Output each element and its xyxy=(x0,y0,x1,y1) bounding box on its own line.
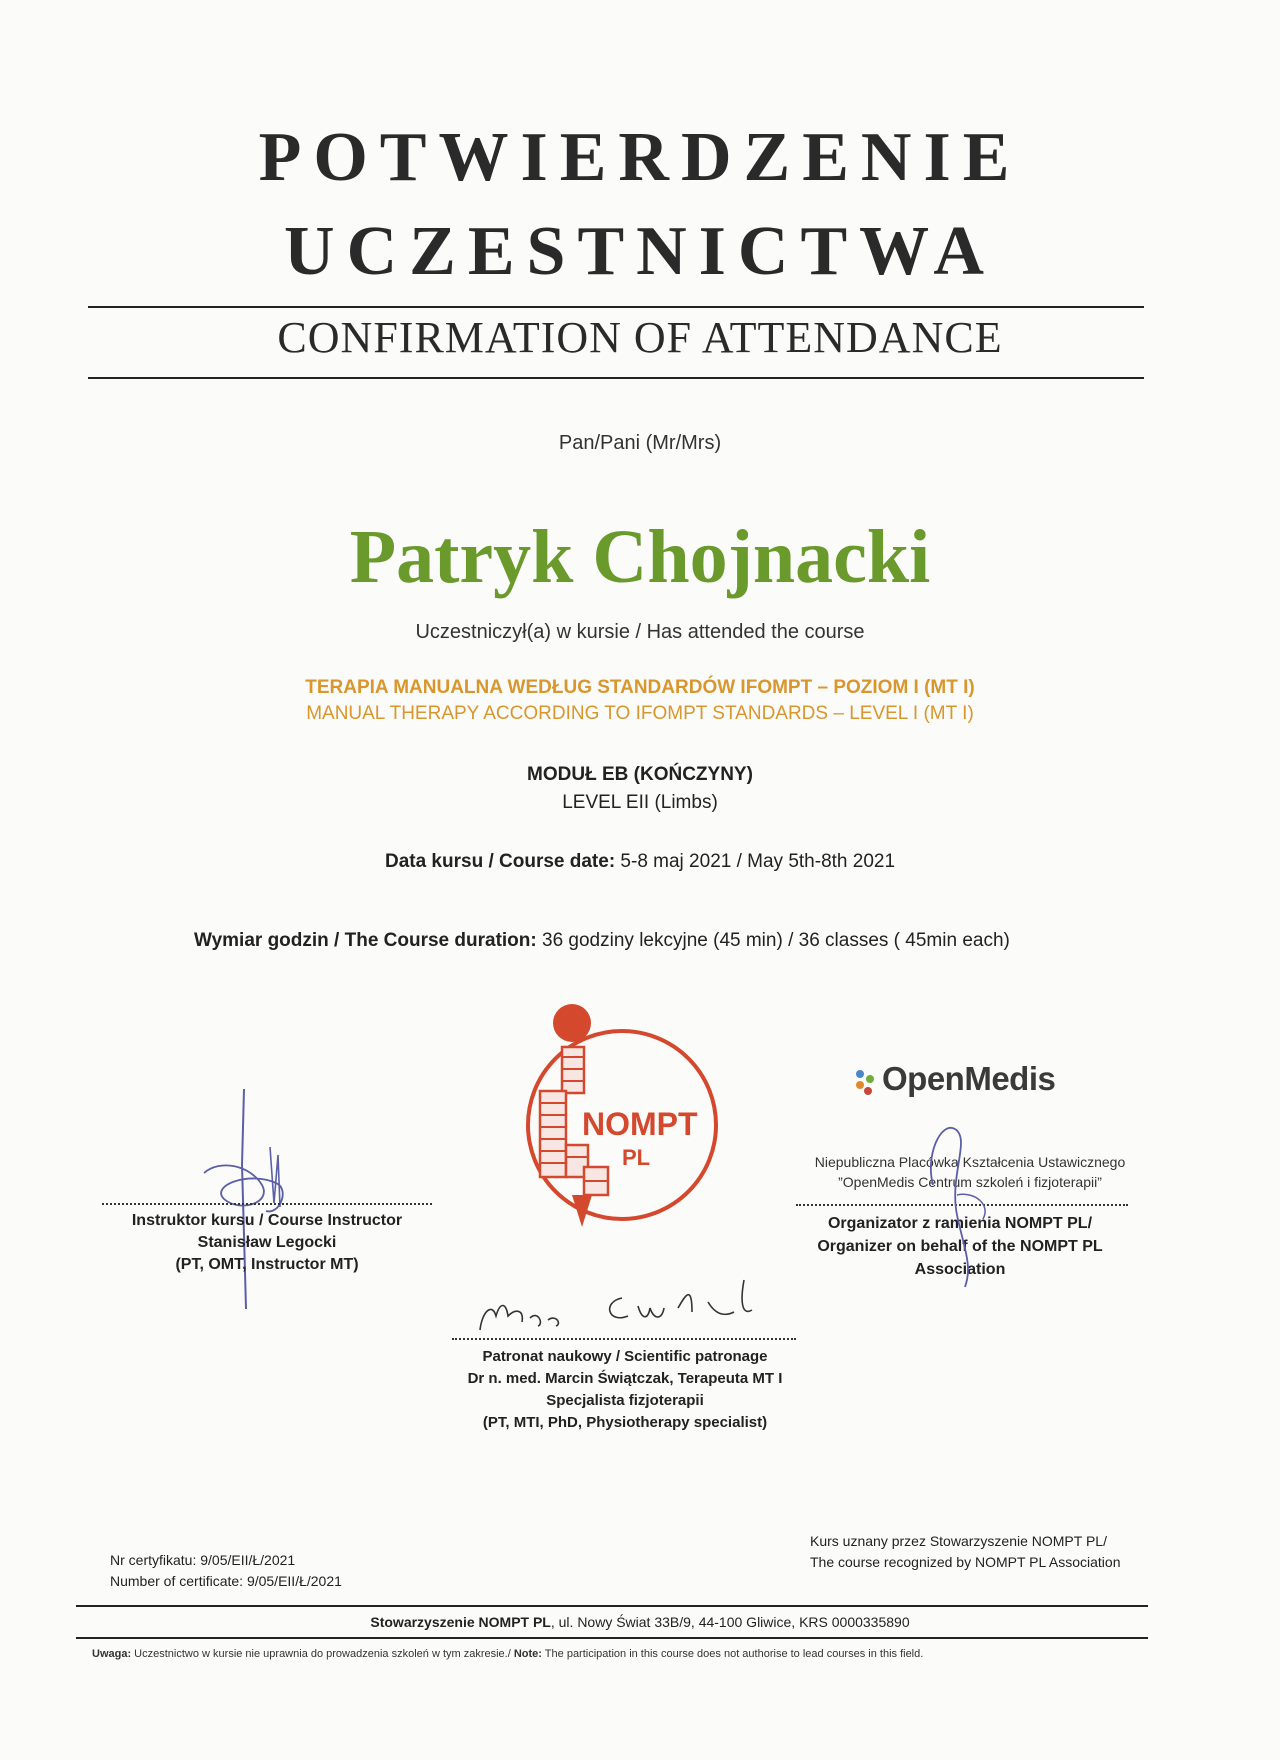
footer-note-label-en: Note: xyxy=(513,1648,542,1660)
recognition-line1: Kurs uznany przez Stowarzyszenie NOMPT PL/ xyxy=(810,1533,1107,1549)
title-top-rule xyxy=(88,306,1144,308)
organizer-line1: Organizator z ramienia NOMPT PL/ xyxy=(827,1215,1093,1232)
footer-top-rule xyxy=(76,1605,1148,1607)
course-title-english: MANUAL THERAPY ACCORDING TO IFOMPT STANDARDS – LEVEL I (MT I) xyxy=(306,703,974,724)
instructor-name: Stanisław Legocki xyxy=(197,1234,337,1251)
patron-name: Dr n. med. Marcin Świątczak, Terapeuta MT I xyxy=(467,1370,783,1387)
recognition xyxy=(810,1531,1120,1573)
footer-note-pl: Uczestnictwo w kursie nie uprawnia do prowadzenia szkoleń w tym zakresie./ xyxy=(131,1648,514,1660)
footer-note-en: The participation in this course does not authorise to lead courses in this field. xyxy=(541,1648,924,1660)
footer-organization-name: Stowarzyszenie NOMPT PL xyxy=(370,1614,551,1630)
instructor-signature xyxy=(180,1085,340,1315)
module-english: LEVEL EII (Limbs) xyxy=(562,792,718,813)
organizer-line2: Organizer on behalf of the NOMPT PL xyxy=(817,1238,1103,1255)
footer-note-label-pl: Uwaga: xyxy=(92,1648,132,1660)
openmedis-brand: OpenMedis xyxy=(882,1060,1056,1097)
module-polish: MODUŁ EB (KOŃCZYNY) xyxy=(527,764,753,785)
instructor-block xyxy=(102,1210,432,1276)
certificate-number-pl: Nr certyfikatu: 9/05/EII/Ł/2021 xyxy=(110,1552,296,1568)
course-duration-label: Wymiar godzin / The Course duration: xyxy=(194,930,537,951)
patron-signature-line xyxy=(452,1338,796,1340)
certificate-number-en: Number of certificate: 9/05/EII/Ł/2021 xyxy=(110,1573,342,1589)
footer-bottom-rule xyxy=(76,1637,1148,1639)
footer-organization-address: , ul. Nowy Świat 33B/9, 44-100 Gliwice, KRS 0000335890 xyxy=(550,1614,910,1630)
openmedis-dots-icon xyxy=(852,1066,882,1106)
instructor-role: Instruktor kursu / Course Instructor xyxy=(131,1212,403,1229)
salutation: Pan/Pani (Mr/Mrs) xyxy=(558,432,722,454)
patron-signature-text: Marcin Świątczak xyxy=(452,1272,460,1273)
instructor-credentials: (PT, OMT, Instructor MT) xyxy=(175,1256,359,1273)
course-date-value: 5-8 maj 2021 / May 5th-8th 2021 xyxy=(620,851,896,872)
participant-name: Patryk Chojnacki xyxy=(349,515,931,599)
nompt-logo-subtext: PL xyxy=(622,1145,651,1170)
attended-text: Uczestniczył(a) w kursie / Has attended the course xyxy=(415,621,865,643)
nompt-logo xyxy=(500,995,740,1265)
title-polish-line2: UCZESTNICTWA xyxy=(284,213,996,290)
instructor-signature-line xyxy=(102,1203,432,1205)
openmedis-logo xyxy=(852,1060,1062,1106)
patron-credentials: (PT, MTI, PhD, Physiotherapy specialist) xyxy=(482,1414,768,1431)
footer-note xyxy=(92,1648,1192,1660)
title-bottom-rule xyxy=(88,377,1144,379)
organizer-line3: Association xyxy=(914,1261,1006,1278)
patron-specialty: Specjalista fizjoterapii xyxy=(546,1392,704,1409)
title-polish-line1: POTWIERDZENIE xyxy=(258,119,1022,196)
course-duration xyxy=(194,930,1094,952)
patron-signature xyxy=(452,1272,792,1342)
openmedis-line1: Niepubliczna Placówka Kształcenia Ustawicznego xyxy=(814,1154,1126,1170)
footer-organization xyxy=(0,1614,1280,1630)
course-date-label: Data kursu / Course date: xyxy=(384,851,616,872)
course-date xyxy=(0,851,1280,873)
openmedis-line2: ”OpenMedis Centrum szkoleń i fizjoterapii” xyxy=(838,1174,1102,1190)
patron-block xyxy=(420,1346,830,1434)
course-duration-value: 36 godziny lekcyjne (45 min) / 36 classes ( 45min each) xyxy=(542,930,1010,951)
patron-role: Patronat naukowy / Scientific patronage xyxy=(482,1348,768,1365)
nompt-logo-text: NOMPT xyxy=(582,1106,698,1142)
organizer-signature xyxy=(915,1115,1005,1290)
title-english: CONFIRMATION OF ATTENDANCE xyxy=(277,313,1003,362)
certificate-number xyxy=(110,1550,342,1592)
course-title-polish: TERAPIA MANUALNA WEDŁUG STANDARDÓW IFOMPT – POZIOM I (MT I) xyxy=(305,677,975,698)
recognition-line2: The course recognized by NOMPT PL Association xyxy=(810,1554,1121,1570)
